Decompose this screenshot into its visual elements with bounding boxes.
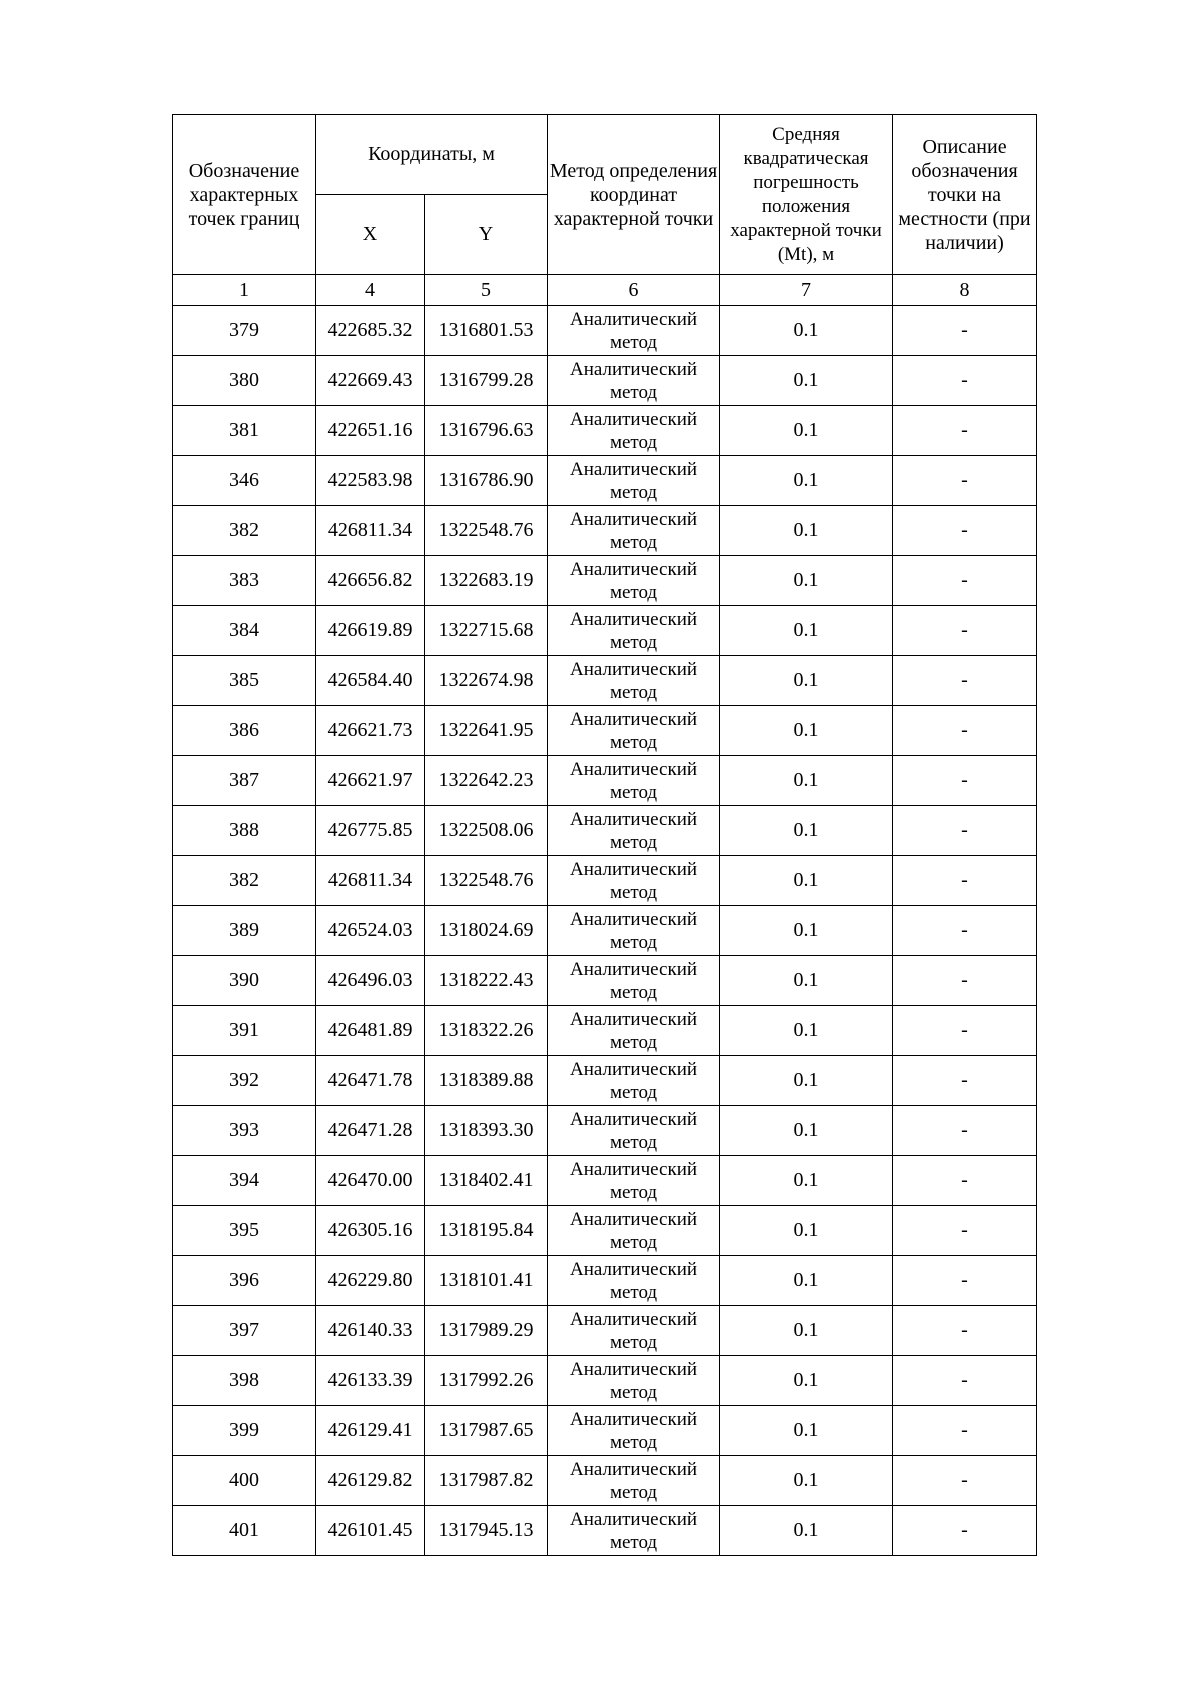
table-row: [173, 1356, 1037, 1406]
error-cell: 0.1: [720, 1006, 893, 1056]
x-coordinate-cell: 426471.78: [316, 1056, 425, 1106]
header-coordinates: Координаты, м: [316, 115, 548, 195]
error-cell: 0.1: [720, 506, 893, 556]
y-coordinate-cell: 1317992.26: [425, 1356, 548, 1406]
y-coordinate-cell: 1316801.53: [425, 306, 548, 356]
header-description: Описание обозначения точки на местности (при наличии): [893, 115, 1037, 275]
description-cell: -: [893, 1156, 1037, 1206]
table-row: [173, 356, 1037, 406]
y-coordinate-cell: 1317987.82: [425, 1456, 548, 1506]
x-coordinate-cell: 422651.16: [316, 406, 425, 456]
error-cell: 0.1: [720, 756, 893, 806]
x-coordinate-cell: 426621.73: [316, 706, 425, 756]
method-cell: Аналитический метод: [548, 706, 720, 756]
table-row: [173, 1056, 1037, 1106]
description-cell: -: [893, 1456, 1037, 1506]
column-number: 4: [316, 275, 425, 306]
header-y: Y: [425, 195, 548, 275]
point-id-cell: 384: [173, 606, 316, 656]
table-row: [173, 306, 1037, 356]
method-cell: Аналитический метод: [548, 1506, 720, 1556]
error-cell: 0.1: [720, 806, 893, 856]
table-row: [173, 556, 1037, 606]
description-cell: -: [893, 456, 1037, 506]
error-cell: 0.1: [720, 1156, 893, 1206]
table-row: [173, 656, 1037, 706]
method-cell: Аналитический метод: [548, 856, 720, 906]
error-cell: 0.1: [720, 456, 893, 506]
y-coordinate-cell: 1318195.84: [425, 1206, 548, 1256]
column-number: 1: [173, 275, 316, 306]
point-id-cell: 381: [173, 406, 316, 456]
header-row-top: [173, 115, 1037, 195]
y-coordinate-cell: 1322548.76: [425, 856, 548, 906]
method-cell: Аналитический метод: [548, 506, 720, 556]
x-coordinate-cell: 426229.80: [316, 1256, 425, 1306]
description-cell: -: [893, 306, 1037, 356]
point-id-cell: 380: [173, 356, 316, 406]
point-id-cell: 400: [173, 1456, 316, 1506]
method-cell: Аналитический метод: [548, 1056, 720, 1106]
point-id-cell: 387: [173, 756, 316, 806]
x-coordinate-cell: 426584.40: [316, 656, 425, 706]
header-x: X: [316, 195, 425, 275]
y-coordinate-cell: 1316799.28: [425, 356, 548, 406]
point-id-cell: 396: [173, 1256, 316, 1306]
error-cell: 0.1: [720, 606, 893, 656]
point-id-cell: 393: [173, 1106, 316, 1156]
y-coordinate-cell: 1317987.65: [425, 1406, 548, 1456]
description-cell: -: [893, 806, 1037, 856]
table-row: [173, 1456, 1037, 1506]
table-row: [173, 956, 1037, 1006]
point-id-cell: 394: [173, 1156, 316, 1206]
table-row: [173, 406, 1037, 456]
error-cell: 0.1: [720, 856, 893, 906]
y-coordinate-cell: 1322641.95: [425, 706, 548, 756]
method-cell: Аналитический метод: [548, 956, 720, 1006]
method-cell: Аналитический метод: [548, 456, 720, 506]
y-coordinate-cell: 1316786.90: [425, 456, 548, 506]
error-cell: 0.1: [720, 906, 893, 956]
table-row: [173, 606, 1037, 656]
table-row: [173, 1506, 1037, 1556]
point-id-cell: 397: [173, 1306, 316, 1356]
table-row: [173, 806, 1037, 856]
method-cell: Аналитический метод: [548, 606, 720, 656]
x-coordinate-cell: 426470.00: [316, 1156, 425, 1206]
method-cell: Аналитический метод: [548, 806, 720, 856]
x-coordinate-cell: 426481.89: [316, 1006, 425, 1056]
y-coordinate-cell: 1316796.63: [425, 406, 548, 456]
table-row: [173, 756, 1037, 806]
table-row: [173, 1306, 1037, 1356]
point-id-cell: 390: [173, 956, 316, 1006]
x-coordinate-cell: 426619.89: [316, 606, 425, 656]
point-id-cell: 382: [173, 856, 316, 906]
y-coordinate-cell: 1318389.88: [425, 1056, 548, 1106]
description-cell: -: [893, 1306, 1037, 1356]
x-coordinate-cell: 426133.39: [316, 1356, 425, 1406]
description-cell: -: [893, 556, 1037, 606]
description-cell: -: [893, 1356, 1037, 1406]
description-cell: -: [893, 1256, 1037, 1306]
method-cell: Аналитический метод: [548, 906, 720, 956]
error-cell: 0.1: [720, 1456, 893, 1506]
table-row: [173, 1206, 1037, 1256]
table-row: [173, 1256, 1037, 1306]
description-cell: -: [893, 906, 1037, 956]
method-cell: Аналитический метод: [548, 1156, 720, 1206]
method-cell: Аналитический метод: [548, 1006, 720, 1056]
column-number: 8: [893, 275, 1037, 306]
description-cell: -: [893, 656, 1037, 706]
point-id-cell: 392: [173, 1056, 316, 1106]
description-cell: -: [893, 406, 1037, 456]
description-cell: -: [893, 506, 1037, 556]
error-cell: 0.1: [720, 1256, 893, 1306]
x-coordinate-cell: 426129.41: [316, 1406, 425, 1456]
x-coordinate-cell: 426524.03: [316, 906, 425, 956]
x-coordinate-cell: 426811.34: [316, 506, 425, 556]
x-coordinate-cell: 426305.16: [316, 1206, 425, 1256]
column-number: 6: [548, 275, 720, 306]
header-error: Средняя квадратическая погрешность положения характерной точки (Mt), м: [720, 115, 893, 275]
x-coordinate-cell: 426775.85: [316, 806, 425, 856]
y-coordinate-cell: 1318024.69: [425, 906, 548, 956]
table-row: [173, 1156, 1037, 1206]
error-cell: 0.1: [720, 956, 893, 1006]
error-cell: 0.1: [720, 1506, 893, 1556]
method-cell: Аналитический метод: [548, 1206, 720, 1256]
y-coordinate-cell: 1318393.30: [425, 1106, 548, 1156]
column-number: 7: [720, 275, 893, 306]
error-cell: 0.1: [720, 656, 893, 706]
x-coordinate-cell: 422685.32: [316, 306, 425, 356]
x-coordinate-cell: 426656.82: [316, 556, 425, 606]
table-row: [173, 506, 1037, 556]
method-cell: Аналитический метод: [548, 1106, 720, 1156]
point-id-cell: 388: [173, 806, 316, 856]
description-cell: -: [893, 1206, 1037, 1256]
description-cell: -: [893, 856, 1037, 906]
table-row: [173, 456, 1037, 506]
table-row: [173, 1106, 1037, 1156]
point-id-cell: 389: [173, 906, 316, 956]
error-cell: 0.1: [720, 1206, 893, 1256]
method-cell: Аналитический метод: [548, 1456, 720, 1506]
y-coordinate-cell: 1322674.98: [425, 656, 548, 706]
x-coordinate-cell: 426496.03: [316, 956, 425, 1006]
y-coordinate-cell: 1322715.68: [425, 606, 548, 656]
description-cell: -: [893, 1106, 1037, 1156]
method-cell: Аналитический метод: [548, 1256, 720, 1306]
x-coordinate-cell: 422669.43: [316, 356, 425, 406]
x-coordinate-cell: 426129.82: [316, 1456, 425, 1506]
y-coordinate-cell: 1318101.41: [425, 1256, 548, 1306]
point-id-cell: 386: [173, 706, 316, 756]
error-cell: 0.1: [720, 1406, 893, 1456]
error-cell: 0.1: [720, 556, 893, 606]
method-cell: Аналитический метод: [548, 1406, 720, 1456]
x-coordinate-cell: 426621.97: [316, 756, 425, 806]
point-id-cell: 379: [173, 306, 316, 356]
error-cell: 0.1: [720, 356, 893, 406]
x-coordinate-cell: 426140.33: [316, 1306, 425, 1356]
y-coordinate-cell: 1318402.41: [425, 1156, 548, 1206]
table-row: [173, 906, 1037, 956]
point-id-cell: 398: [173, 1356, 316, 1406]
error-cell: 0.1: [720, 1106, 893, 1156]
method-cell: Аналитический метод: [548, 1306, 720, 1356]
coordinates-table: [172, 114, 1037, 1556]
y-coordinate-cell: 1318322.26: [425, 1006, 548, 1056]
description-cell: -: [893, 706, 1037, 756]
method-cell: Аналитический метод: [548, 306, 720, 356]
y-coordinate-cell: 1322548.76: [425, 506, 548, 556]
point-id-cell: 346: [173, 456, 316, 506]
point-id-cell: 399: [173, 1406, 316, 1456]
description-cell: -: [893, 956, 1037, 1006]
method-cell: Аналитический метод: [548, 656, 720, 706]
column-number: 5: [425, 275, 548, 306]
description-cell: -: [893, 606, 1037, 656]
method-cell: Аналитический метод: [548, 356, 720, 406]
x-coordinate-cell: 422583.98: [316, 456, 425, 506]
point-id-cell: 391: [173, 1006, 316, 1056]
error-cell: 0.1: [720, 1306, 893, 1356]
description-cell: -: [893, 1406, 1037, 1456]
point-id-cell: 382: [173, 506, 316, 556]
y-coordinate-cell: 1322508.06: [425, 806, 548, 856]
description-cell: -: [893, 1506, 1037, 1556]
error-cell: 0.1: [720, 1056, 893, 1106]
method-cell: Аналитический метод: [548, 1356, 720, 1406]
y-coordinate-cell: 1322642.23: [425, 756, 548, 806]
table-row: [173, 1006, 1037, 1056]
x-coordinate-cell: 426101.45: [316, 1506, 425, 1556]
method-cell: Аналитический метод: [548, 406, 720, 456]
table-row: [173, 706, 1037, 756]
description-cell: -: [893, 756, 1037, 806]
description-cell: -: [893, 1006, 1037, 1056]
point-id-cell: 401: [173, 1506, 316, 1556]
y-coordinate-cell: 1317945.13: [425, 1506, 548, 1556]
y-coordinate-cell: 1322683.19: [425, 556, 548, 606]
header-method: Метод определения координат характерной точки: [548, 115, 720, 275]
error-cell: 0.1: [720, 706, 893, 756]
point-id-cell: 395: [173, 1206, 316, 1256]
y-coordinate-cell: 1318222.43: [425, 956, 548, 1006]
point-id-cell: 385: [173, 656, 316, 706]
method-cell: Аналитический метод: [548, 756, 720, 806]
table-row: [173, 856, 1037, 906]
error-cell: 0.1: [720, 1356, 893, 1406]
description-cell: -: [893, 356, 1037, 406]
error-cell: 0.1: [720, 306, 893, 356]
x-coordinate-cell: 426471.28: [316, 1106, 425, 1156]
point-id-cell: 383: [173, 556, 316, 606]
description-cell: -: [893, 1056, 1037, 1106]
x-coordinate-cell: 426811.34: [316, 856, 425, 906]
table-row: [173, 1406, 1037, 1456]
table-body: [173, 306, 1037, 1556]
column-numbers-row: [173, 275, 1037, 306]
error-cell: 0.1: [720, 406, 893, 456]
method-cell: Аналитический метод: [548, 556, 720, 606]
header-point-id: Обозначение характерных точек границ: [173, 115, 316, 275]
y-coordinate-cell: 1317989.29: [425, 1306, 548, 1356]
